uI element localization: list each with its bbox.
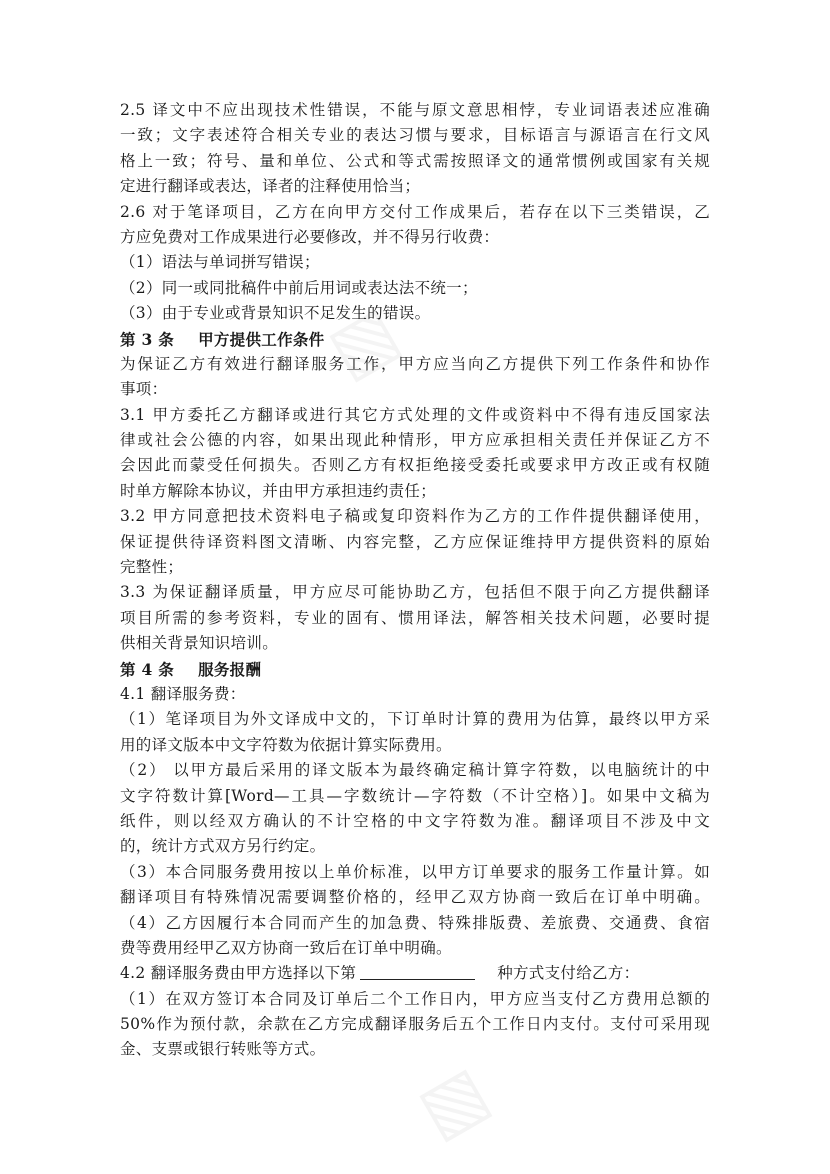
clause-4 [120,657,710,1063]
text-line: 3.3 为保证翻译质量，甲方应尽可能协助乙方，包括但不限于向乙方提供翻译 [120,583,710,602]
section-number: 第 3 条 [120,329,175,349]
text-line: 事项： [120,380,168,399]
text-line: 为保证乙方有效进行翻译服务工作，甲方应当向乙方提供下列工作条件和协作 [120,354,710,373]
text-line: 律或社会公德的内容，如果出现此种情形，甲方应承担相关责任并保证乙方不 [120,431,710,450]
text-line: （1）笔译项目为外文译成中文的，下订单时计算的费用为估算，最终以甲方采 [120,710,710,729]
text-line: 的，统计方式双方另行约定。 [120,837,326,856]
section-title: 甲方提供工作条件 [198,329,325,349]
text-line: 费等费用经甲乙双方协商一致后在订单中明确。 [120,938,452,957]
text-line: 项目所需的参考资料，专业的固有、惯用译法，解答相关技术问题，必要时提 [120,608,710,627]
text-line: 时单方解除本协议，并由甲方承担违约责任； [120,481,437,500]
text-line: （4）乙方因履行本合同而产生的加急费、特殊排版费、差旅费、交通费、食宿 [120,913,710,932]
text-line: 方应免费对工作成果进行必要修改，并不得另行收费： [120,227,500,246]
text-line: 供相关背景知识培训。 [120,634,279,653]
fill-in-blank[interactable] [360,961,475,980]
document-page [120,98,710,1063]
text-line: 完整性； [120,558,184,577]
section-heading [120,657,710,682]
text-line: 3.1 甲方委托乙方翻译或进行其它方式处理的文件或资料中不得有违反国家法 [120,405,710,424]
text-line: 金、支票或银行转账等方式。 [120,1040,326,1059]
text-line: （1）在双方签订本合同及订单后二个工作日内，甲方应当支付乙方费用总额的 [120,989,710,1008]
text-line: 会因此而蒙受任何损失。否则乙方有权拒绝接受委托或要求甲方改正或有权随 [120,456,710,475]
text-line: 2.6 对于笔译项目，乙方在向甲方交付工作成果后，若存在以下三类错误，乙 [120,202,710,221]
text-line: 保证提供待译资料图文清晰、内容完整，乙方应保证维持甲方提供资料的原始 [120,532,710,551]
clause-3 [120,327,710,657]
text-fragment: 4.2 翻译服务费由甲方选择以下第 [120,964,357,983]
text-line: 用的译文版本中文字符数为依据计算实际费用。 [120,735,452,754]
text-line: 2.5 译文中不应出现技术性错误，不能与原文意思相悖，专业词语表述应准确 [120,101,710,119]
text-line: 3.2 甲方同意把技术资料电子稿或复印资料作为乙方的工作件提供翻译使用， [120,507,710,526]
clause-2-continued [120,98,710,327]
watermark [404,1049,502,1153]
section-title: 服务报酬 [198,659,262,679]
text-line: 一致；文字表述符合相关专业的表达习惯与要求，目标语言与源语言在行文风 [120,126,710,145]
text-line: 纸件，则以经双方确认的不计空格的中文字符数为准。翻译项目不涉及中文 [120,811,710,830]
section-number: 第 4 条 [120,659,175,679]
payment-choice-line [120,961,710,986]
text-line: （3）本合同服务费用按以上单价标准，以甲方订单要求的服务工作量计算。如 [120,862,710,881]
text-line: 4.1 翻译服务费： [120,684,246,703]
text-line: 格上一致；符号、量和单位、公式和等式需按照译文的通常惯例或国家有关规 [120,151,710,170]
text-line: （1）语法与单词拼写错误； [120,253,320,272]
text-line: （2）同一或同批稿件中前后用词或表达法不统一； [120,278,478,297]
text-line: 文字符数计算[Word—工具—字数统计—字符数（不计空格）]。如果中文稿为 [120,786,710,805]
text-line: 翻译项目有特殊情况需要调整价格的，经甲乙双方协商一致后在订单中明确。 [120,888,710,907]
text-fragment: 种方式支付给乙方： [497,964,640,983]
section-heading [120,327,710,352]
text-line: 定进行翻译或表达，译者的注释使用恰当； [120,177,421,196]
text-line: 50%作为预付款，余款在乙方完成翻译服务后五个工作日内支付。支付可采用现 [120,1015,710,1034]
text-line: （2） 以甲方最后采用的译文版本为最终确定稿计算字符数，以电脑统计的中 [120,761,710,780]
text-line: （3）由于专业或背景知识不足发生的错误。 [120,304,431,323]
